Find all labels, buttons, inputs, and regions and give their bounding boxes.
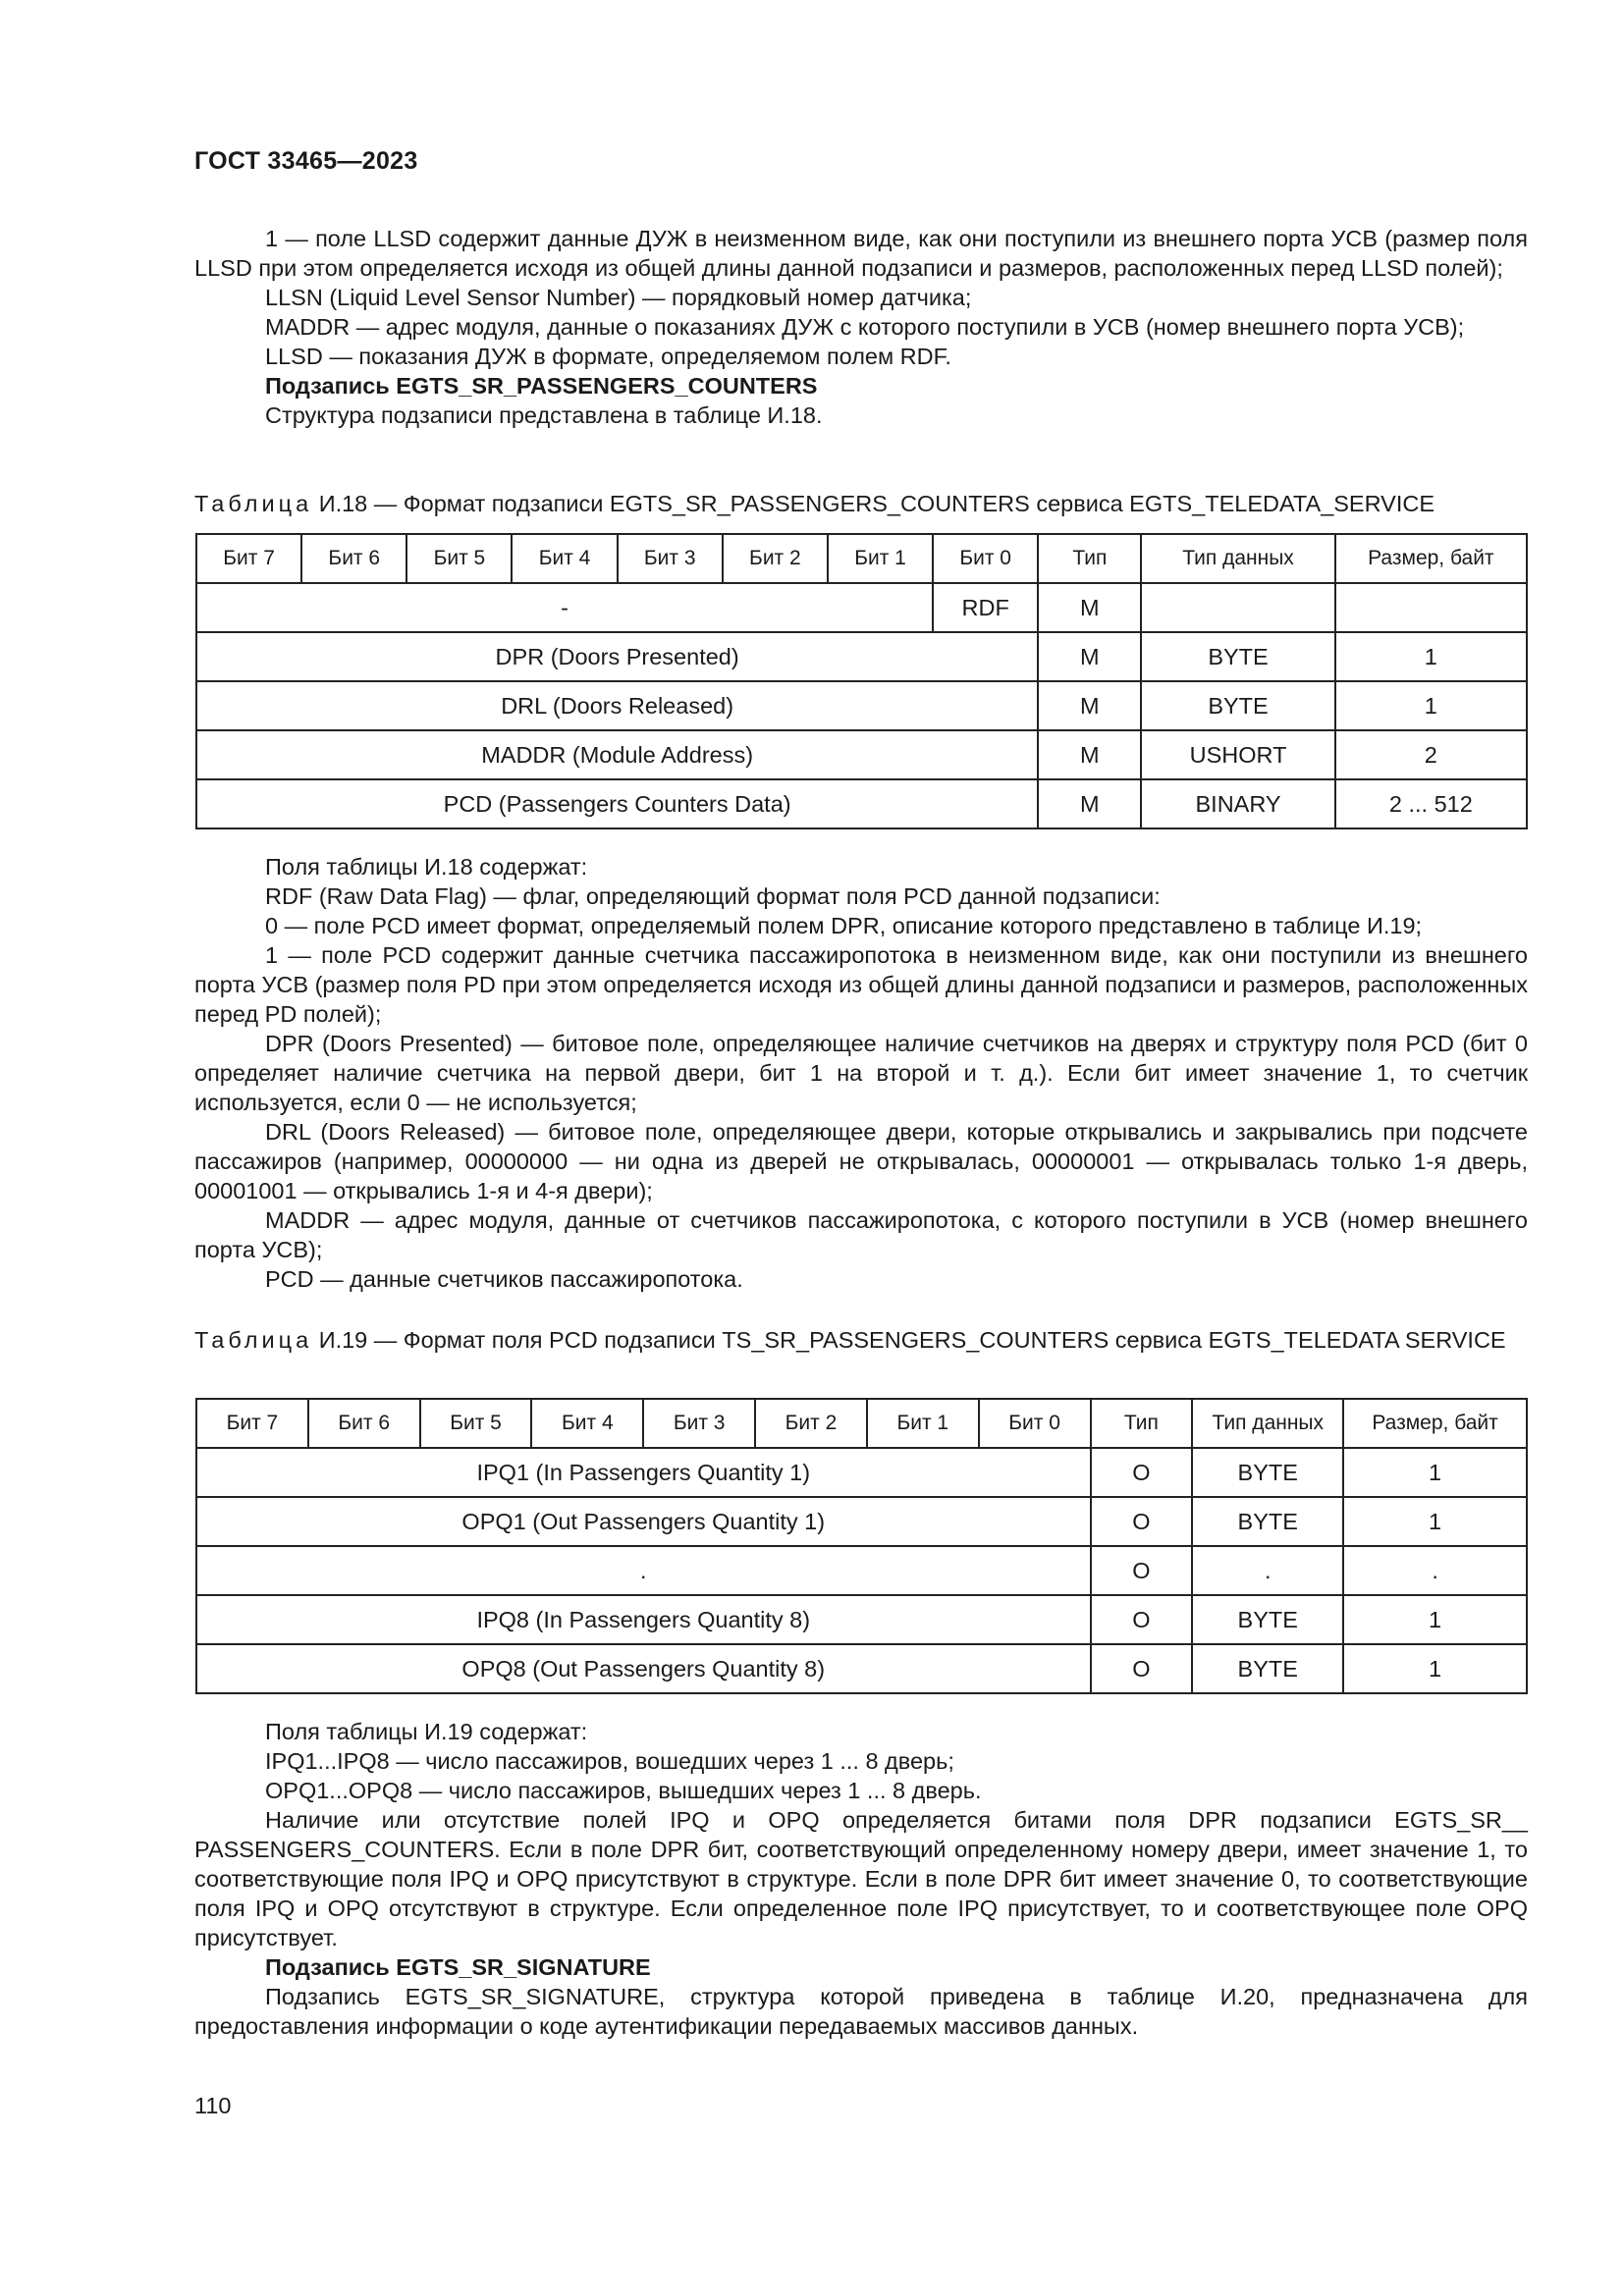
paragraph: LLSN (Liquid Level Sensor Number) — порядковый номер датчика; (265, 285, 972, 310)
header-cell: Бит 0 (979, 1399, 1091, 1448)
header-cell: Размер, байт (1343, 1399, 1527, 1448)
type-cell: M (1038, 730, 1141, 779)
paragraph: Поля таблицы И.19 содержат: (265, 1719, 588, 1744)
paragraph: MADDR — адрес модуля, данные о показаниях ДУЖ с которого поступили в УСВ (номер внешнего порта УСВ); (265, 314, 1465, 340)
paragraph: Поля таблицы И.18 содержат: (265, 854, 588, 880)
type-cell: M (1038, 632, 1141, 681)
table-header-row (196, 1399, 1527, 1448)
header-cell: Бит 2 (723, 534, 828, 583)
table-row (196, 1546, 1527, 1595)
size-cell: 1 (1343, 1448, 1527, 1497)
caption-label: Таблица (194, 491, 313, 516)
header-cell: Тип данных (1192, 1399, 1343, 1448)
paragraph: 1 — поле LLSD содержит данные ДУЖ в неизменном виде, как они поступили из внешнего порта УСВ (размер поля LLSD при этом определяется исходя из общей длины данной подзаписи и размеров, расположенных перед LLSD полей); (194, 226, 1528, 281)
table-row (196, 1497, 1527, 1546)
type-cell: O (1091, 1644, 1193, 1693)
header-cell: Бит 3 (618, 534, 723, 583)
document-header: ГОСТ 33465—2023 (194, 147, 418, 175)
paragraph: IPQ1...IPQ8 — число пассажиров, вошедших через 1 ... 8 дверь; (265, 1748, 954, 1774)
table-caption-19 (194, 1325, 1528, 1355)
paragraph: Наличие или отсутствие полей IPQ и OPQ определяется битами поля DPR подзаписи EGTS_SR__ PASSENGERS_COUNTERS. Если в поле DPR бит, соответствующий определенному номеру двери, имеет значение 1, то соответствующие поля IPQ и OPQ присутствуют в структуре. Если в поле DPR бит имеет значение 0, то соответствующие поля IPQ и OPQ отсутствуют в структуре. Если определенное поле IPQ присутствует, то и соответствующее поле OPQ присутствует. (194, 1807, 1528, 1950)
table-19 (195, 1398, 1528, 1694)
type-cell: O (1091, 1595, 1193, 1644)
datatype-cell: BYTE (1192, 1595, 1343, 1644)
header-cell: Бит 4 (512, 534, 617, 583)
header-cell: Бит 4 (531, 1399, 643, 1448)
header-cell: Тип (1038, 534, 1141, 583)
text-block-2 (194, 852, 1528, 1294)
header-cell: Бит 0 (933, 534, 1038, 583)
datatype-cell: BYTE (1141, 632, 1334, 681)
page-number: 110 (194, 2093, 232, 2118)
field-cell: - (196, 583, 933, 632)
field-cell: . (196, 1546, 1091, 1595)
table-row (196, 1595, 1527, 1644)
field-cell: DRL (Doors Released) (196, 681, 1038, 730)
header-cell: Бит 7 (196, 1399, 308, 1448)
field-cell: IPQ1 (In Passengers Quantity 1) (196, 1448, 1091, 1497)
table-row (196, 779, 1527, 828)
type-cell: M (1038, 583, 1141, 632)
size-cell: 1 (1343, 1644, 1527, 1693)
paragraph: Подзапись EGTS_SR_SIGNATURE, структура которой приведена в таблице И.20, предназначена для предоставления информации о коде аутентификации передаваемых массивов данных. (194, 1984, 1528, 2039)
table-caption-18 (194, 489, 1528, 518)
text-block-3 (194, 1717, 1528, 2041)
caption-label: Таблица (194, 1327, 313, 1353)
table-row (196, 632, 1527, 681)
header-cell: Тип (1091, 1399, 1193, 1448)
caption-text: И.19 — Формат поля PCD подзаписи TS_SR_PASSENGERS_COUNTERS сервиса EGTS_TELEDATA SERVICE (318, 1327, 1506, 1353)
paragraph: OPQ1...OPQ8 — число пассажиров, вышедших через 1 ... 8 дверь. (265, 1778, 982, 1803)
header-cell: Бит 7 (196, 534, 301, 583)
field-cell: OPQ8 (Out Passengers Quantity 8) (196, 1644, 1091, 1693)
datatype-cell: BYTE (1192, 1448, 1343, 1497)
table-header-row (196, 534, 1527, 583)
size-cell: 2 ... 512 (1335, 779, 1527, 828)
header-cell: Тип данных (1141, 534, 1334, 583)
datatype-cell: USHORT (1141, 730, 1334, 779)
header-cell: Размер, байт (1335, 534, 1527, 583)
section-heading: Подзапись EGTS_SR_SIGNATURE (265, 1954, 651, 1980)
paragraph: DPR (Doors Presented) — битовое поле, определяющее наличие счетчиков на дверях и структуру поля PCD (бит 0 определяет наличие счетчика на первой двери, бит 1 на второй и т. д.). Если бит имеет значение 1, то счетчик используется, если 0 — не используется; (194, 1031, 1528, 1115)
bit0-cell: RDF (933, 583, 1038, 632)
field-cell: PCD (Passengers Counters Data) (196, 779, 1038, 828)
type-cell: O (1091, 1497, 1193, 1546)
table-row (196, 730, 1527, 779)
datatype-cell (1141, 583, 1334, 632)
header-cell: Бит 1 (867, 1399, 979, 1448)
header-cell: Бит 2 (755, 1399, 867, 1448)
table-row (196, 583, 1527, 632)
type-cell: O (1091, 1546, 1193, 1595)
type-cell: O (1091, 1448, 1193, 1497)
size-cell: 2 (1335, 730, 1527, 779)
datatype-cell: BYTE (1192, 1497, 1343, 1546)
size-cell: 1 (1343, 1497, 1527, 1546)
size-cell (1335, 583, 1527, 632)
paragraph: 1 — поле PCD содержит данные счетчика пассажиропотока в неизменном виде, как они поступили из внешнего порта УСВ (размер поля PD при этом определяется исходя из общей длины данной подзаписи и размеров, расположенных перед PD полей); (194, 942, 1528, 1027)
paragraph: LLSD — показания ДУЖ в формате, определяемом полем RDF. (265, 344, 951, 369)
table-18 (195, 533, 1528, 829)
paragraph: MADDR — адрес модуля, данные от счетчиков пассажиропотока, с которого поступили в УСВ (номер внешнего порта УСВ); (194, 1207, 1528, 1262)
size-cell: . (1343, 1546, 1527, 1595)
paragraph: DRL (Doors Released) — битовое поле, определяющее двери, которые открывались и закрывались при подсчете пассажиров (например, 00000000 — ни одна из дверей не открывалась, 00000001 — открывалась только 1-я дверь, 00001001 — открывались 1-я и 4-я двери); (194, 1119, 1528, 1203)
header-cell: Бит 3 (643, 1399, 755, 1448)
paragraph: Структура подзаписи представлена в таблице И.18. (265, 402, 823, 428)
section-heading: Подзапись EGTS_SR_PASSENGERS_COUNTERS (265, 373, 818, 399)
header-cell: Бит 1 (828, 534, 933, 583)
table-row (196, 681, 1527, 730)
datatype-cell: . (1192, 1546, 1343, 1595)
table-row (196, 1448, 1527, 1497)
field-cell: MADDR (Module Address) (196, 730, 1038, 779)
header-cell: Бит 6 (308, 1399, 420, 1448)
datatype-cell: BYTE (1141, 681, 1334, 730)
size-cell: 1 (1343, 1595, 1527, 1644)
header-cell: Бит 6 (301, 534, 406, 583)
size-cell: 1 (1335, 681, 1527, 730)
table-row (196, 1644, 1527, 1693)
field-cell: OPQ1 (Out Passengers Quantity 1) (196, 1497, 1091, 1546)
size-cell: 1 (1335, 632, 1527, 681)
paragraph: 0 — поле PCD имеет формат, определяемый полем DPR, описание которого представлено в таблице И.19; (265, 913, 1423, 938)
header-cell: Бит 5 (420, 1399, 532, 1448)
datatype-cell: BINARY (1141, 779, 1334, 828)
type-cell: M (1038, 681, 1141, 730)
header-cell: Бит 5 (406, 534, 512, 583)
field-cell: DPR (Doors Presented) (196, 632, 1038, 681)
text-block-1 (194, 224, 1528, 430)
caption-text: И.18 — Формат подзаписи EGTS_SR_PASSENGERS_COUNTERS сервиса EGTS_TELEDATA_SERVICE (318, 491, 1435, 516)
datatype-cell: BYTE (1192, 1644, 1343, 1693)
paragraph: RDF (Raw Data Flag) — флаг, определяющий формат поля PCD данной подзаписи: (265, 883, 1161, 909)
type-cell: M (1038, 779, 1141, 828)
paragraph: PCD — данные счетчиков пассажиропотока. (265, 1266, 743, 1292)
field-cell: IPQ8 (In Passengers Quantity 8) (196, 1595, 1091, 1644)
